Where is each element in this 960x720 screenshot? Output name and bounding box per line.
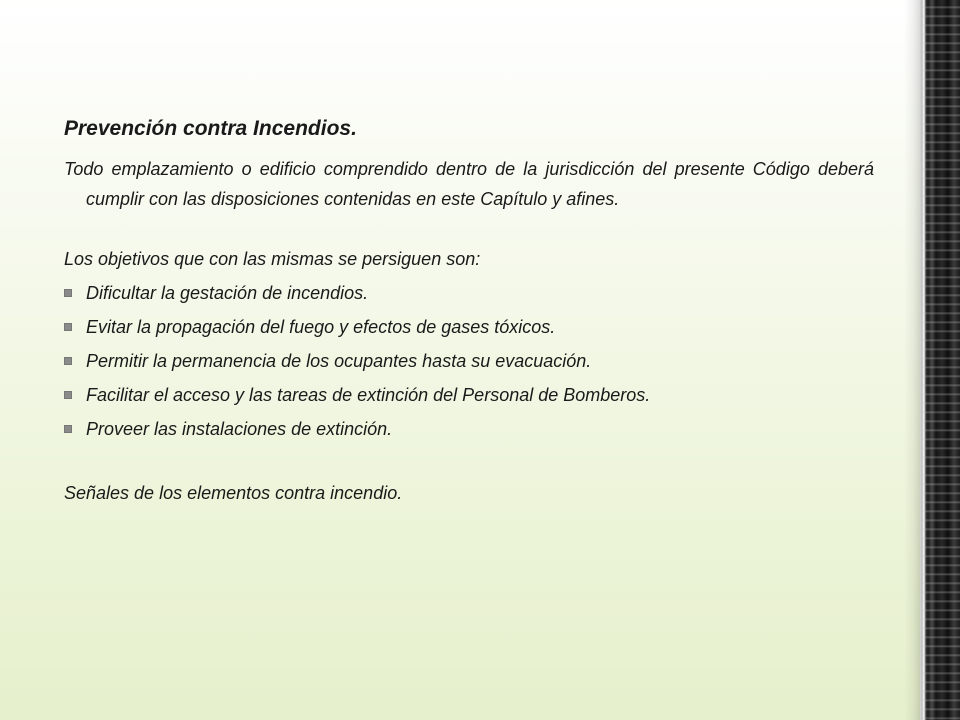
list-item: [64, 414, 874, 444]
list-item-text: Permitir la permanencia de los ocupantes hasta su evacuación.: [86, 351, 592, 371]
spacer: [64, 214, 874, 244]
list-item-text: Dificultar la gestación de incendios.: [86, 283, 369, 303]
torn-edge-border: [920, 0, 960, 720]
intro-paragraph: Todo emplazamiento o edificio comprendido dentro de la jurisdicción del presente Código deberá cumplir con las disposiciones contenidas en este Capítulo y afines.: [64, 159, 874, 209]
list-item-text: Facilitar el acceso y las tareas de extinción del Personal de Bomberos.: [86, 385, 651, 405]
spacer: [64, 448, 874, 478]
edge-shadow: [904, 0, 920, 720]
slide-title: Prevención contra Incendios.: [64, 117, 357, 140]
square-bullet-icon: [64, 357, 72, 365]
list-item-text: Proveer las instalaciones de extinción.: [86, 419, 393, 439]
list-item: [64, 278, 874, 308]
square-bullet-icon: [64, 391, 72, 399]
objectives-list: [64, 278, 874, 444]
objectives-intro: Los objetivos que con las mismas se persiguen son:: [64, 249, 481, 269]
closing-text: Señales de los elementos contra incendio.: [64, 483, 403, 503]
square-bullet-icon: [64, 425, 72, 433]
square-bullet-icon: [64, 323, 72, 331]
slide-content: [64, 114, 874, 508]
list-item: [64, 346, 874, 376]
list-item: [64, 312, 874, 342]
square-bullet-icon: [64, 289, 72, 297]
list-item-text: Evitar la propagación del fuego y efectos de gases tóxicos.: [86, 317, 556, 337]
list-item: [64, 380, 874, 410]
